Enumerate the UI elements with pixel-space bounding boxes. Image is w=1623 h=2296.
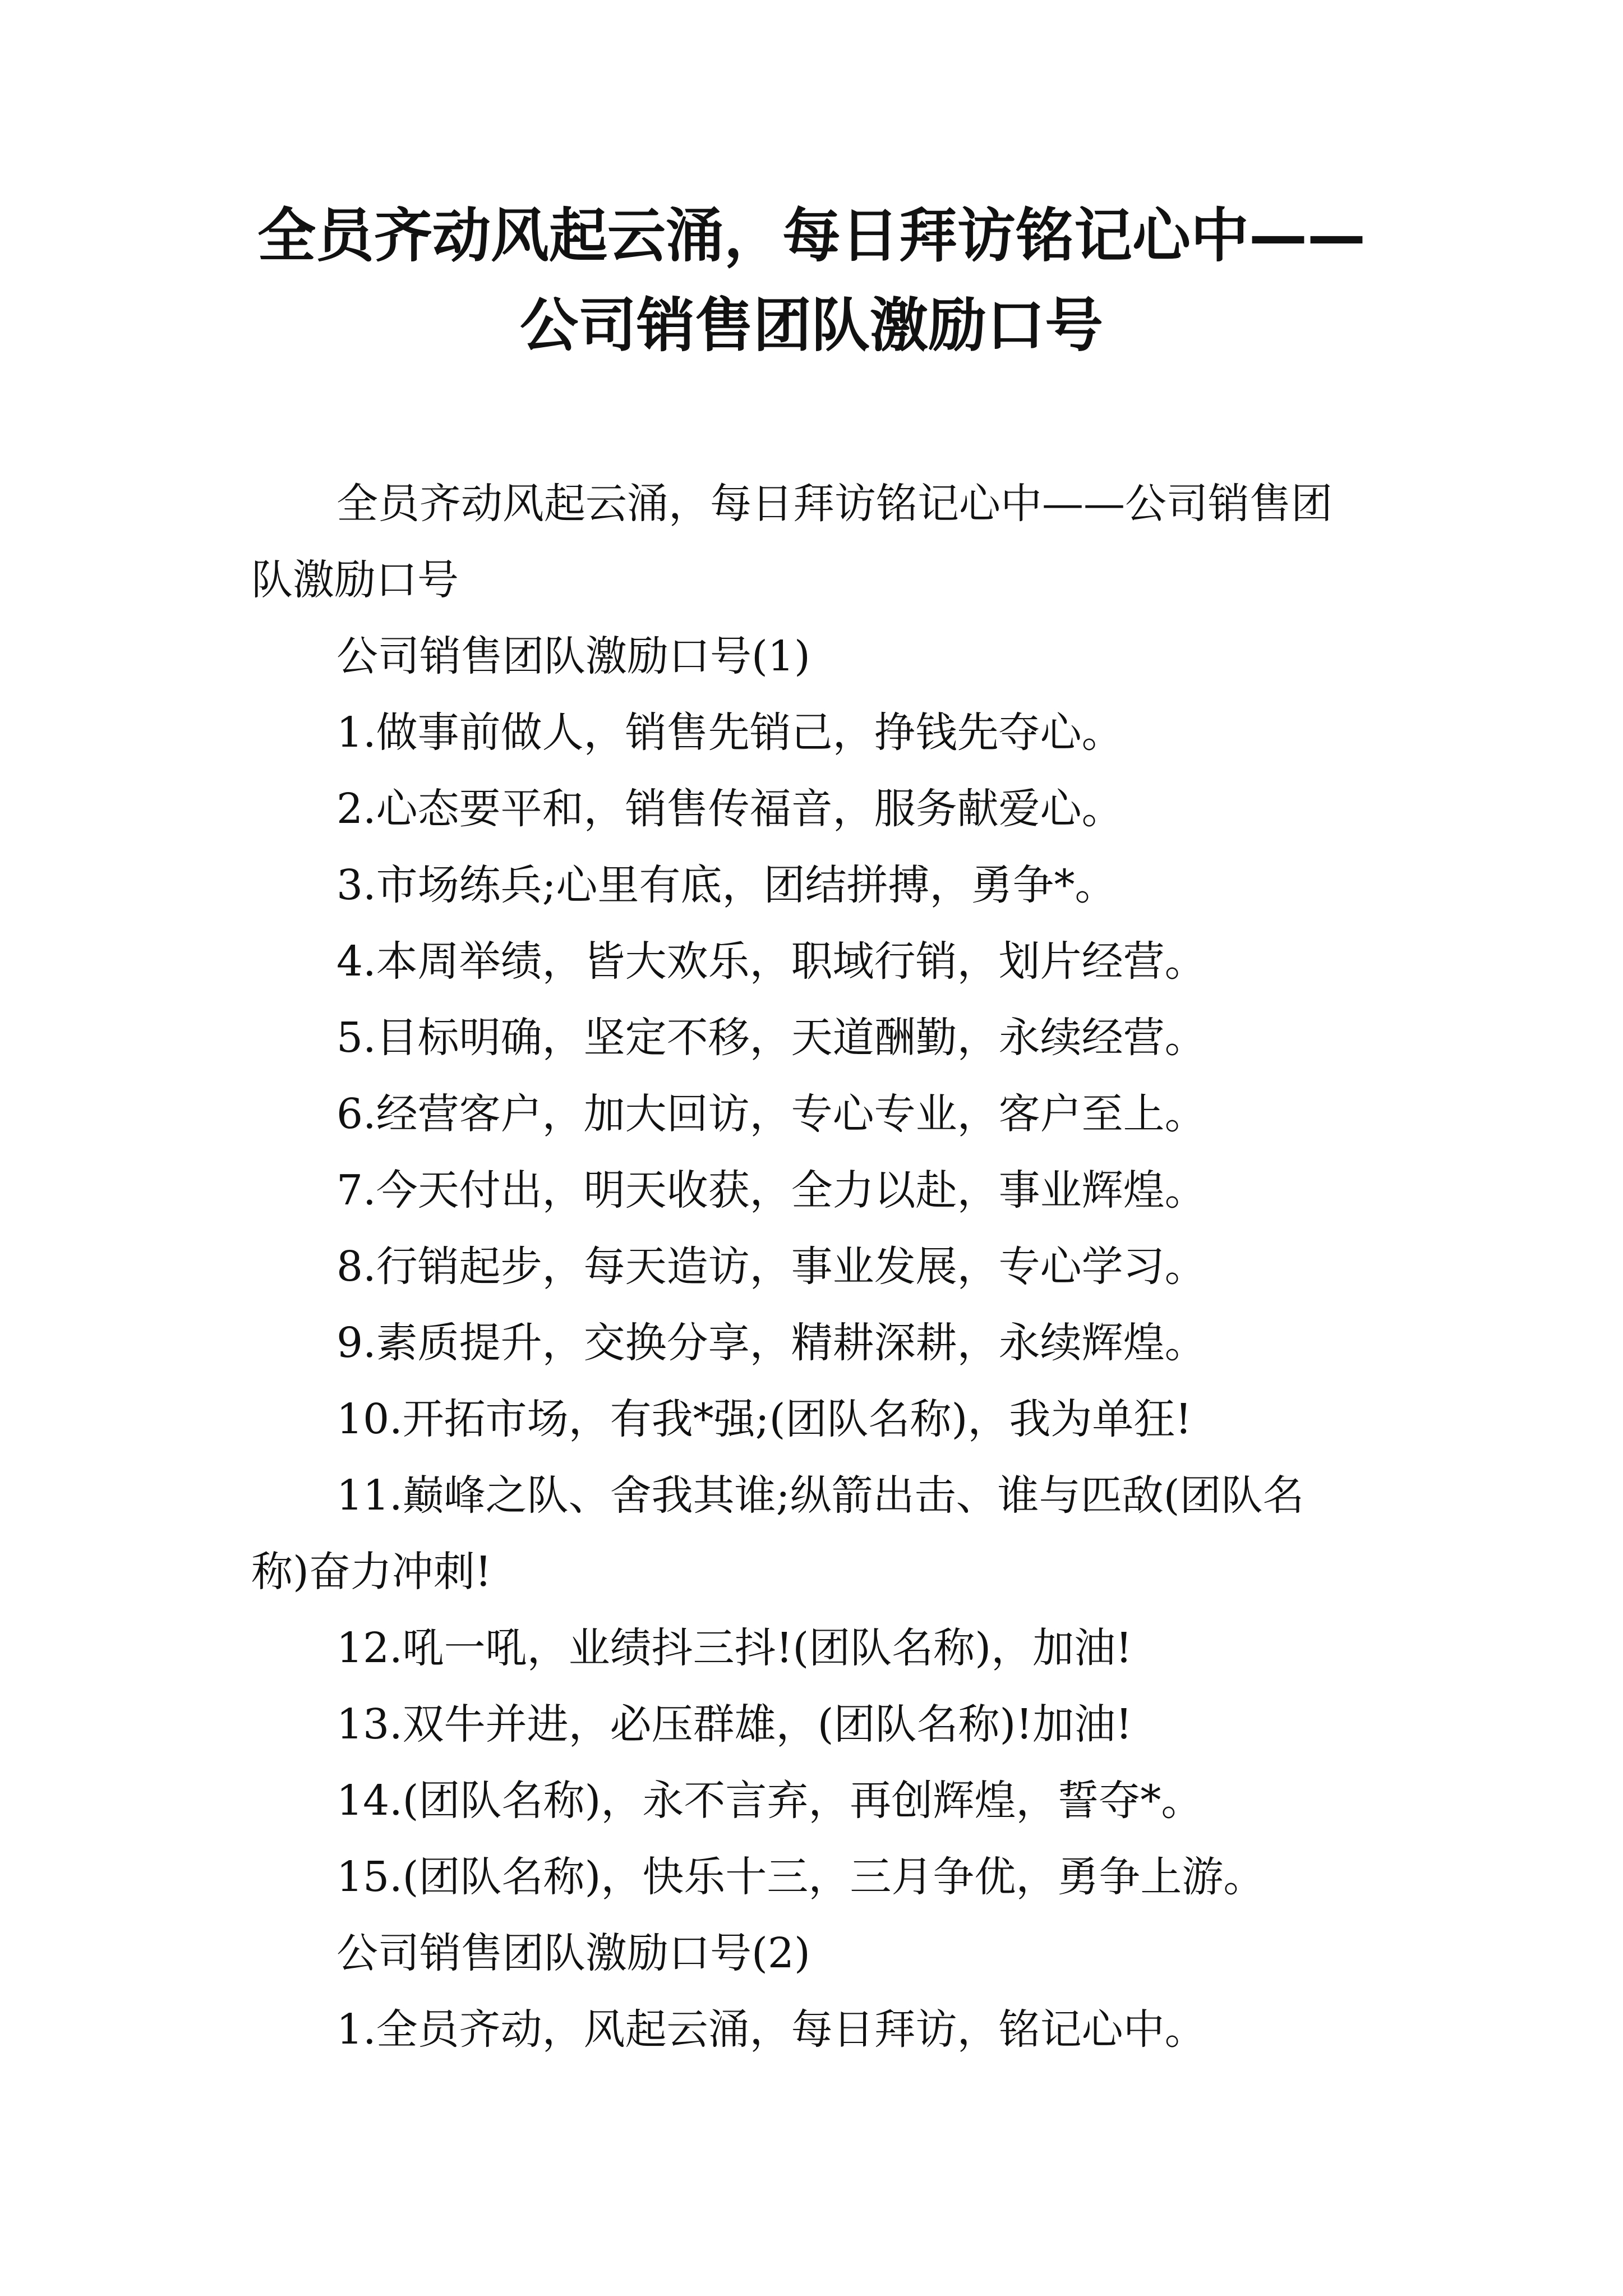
slogan-item: 14.(团队名称)，永不言弃，再创辉煌，誓夺*。 bbox=[336, 1777, 1203, 1825]
intro-paragraph-line-1: 全员齐动风起云涌，每日拜访铭记心中——公司销售团 bbox=[336, 480, 1332, 528]
slogan-item-11-line-2: 称)奋力冲刺! bbox=[251, 1548, 492, 1596]
slogan-item: 5.目标明确，坚定不移，天道酬勤，永续经营。 bbox=[336, 1014, 1206, 1062]
slogan-item-11-line-1: 11.巅峰之队、舍我其谁;纵箭出击、谁与匹敌(团队名 bbox=[336, 1471, 1304, 1520]
section-heading-1: 公司销售团队激励口号(1) bbox=[336, 632, 810, 680]
slogan-item: 4.本周举绩，皆大欢乐，职域行销，划片经营。 bbox=[336, 937, 1206, 986]
intro-paragraph-line-2: 队激励口号 bbox=[251, 556, 459, 604]
page-title-line-2: 公司销售团队激励口号 bbox=[519, 291, 1103, 360]
slogan-item: 3.市场练兵;心里有底，团结拼搏，勇争*。 bbox=[336, 861, 1117, 909]
slogan-item: 15.(团队名称)，快乐十三，三月争优，勇争上游。 bbox=[336, 1853, 1265, 1901]
slogan-item: 10.开拓市场，有我*强;(团队名称)，我为单狂! bbox=[336, 1395, 1192, 1443]
slogan-item: 1.做事前做人，销售先销己，挣钱先夺心。 bbox=[336, 708, 1123, 757]
slogan-item: 7.今天付出，明天收获，全力以赴，事业辉煌。 bbox=[336, 1166, 1206, 1214]
slogan-item: 1.全员齐动，风起云涌，每日拜访，铭记心中。 bbox=[336, 2005, 1206, 2054]
slogan-item: 8.行销起步，每天造访，事业发展，专心学习。 bbox=[336, 1243, 1206, 1291]
slogan-item: 13.双牛并进，必压群雄，(团队名称)!加油! bbox=[336, 1700, 1132, 1749]
slogan-item: 6.经营客户，加大回访，专心专业，客户至上。 bbox=[336, 1090, 1206, 1138]
slogan-item: 9.素质提升，交换分享，精耕深耕，永续辉煌。 bbox=[336, 1319, 1206, 1367]
section-heading-2: 公司销售团队激励口号(2) bbox=[336, 1929, 810, 1977]
slogan-item: 2.心态要平和，销售传福音，服务献爱心。 bbox=[336, 785, 1123, 833]
page-title-line-1: 全员齐动风起云涌，每日拜访铭记心中—— bbox=[257, 201, 1366, 270]
document-body bbox=[251, 466, 1401, 2068]
slogan-item: 12.吼一吼，业绩抖三抖!(团队名称)，加油! bbox=[336, 1624, 1132, 1672]
